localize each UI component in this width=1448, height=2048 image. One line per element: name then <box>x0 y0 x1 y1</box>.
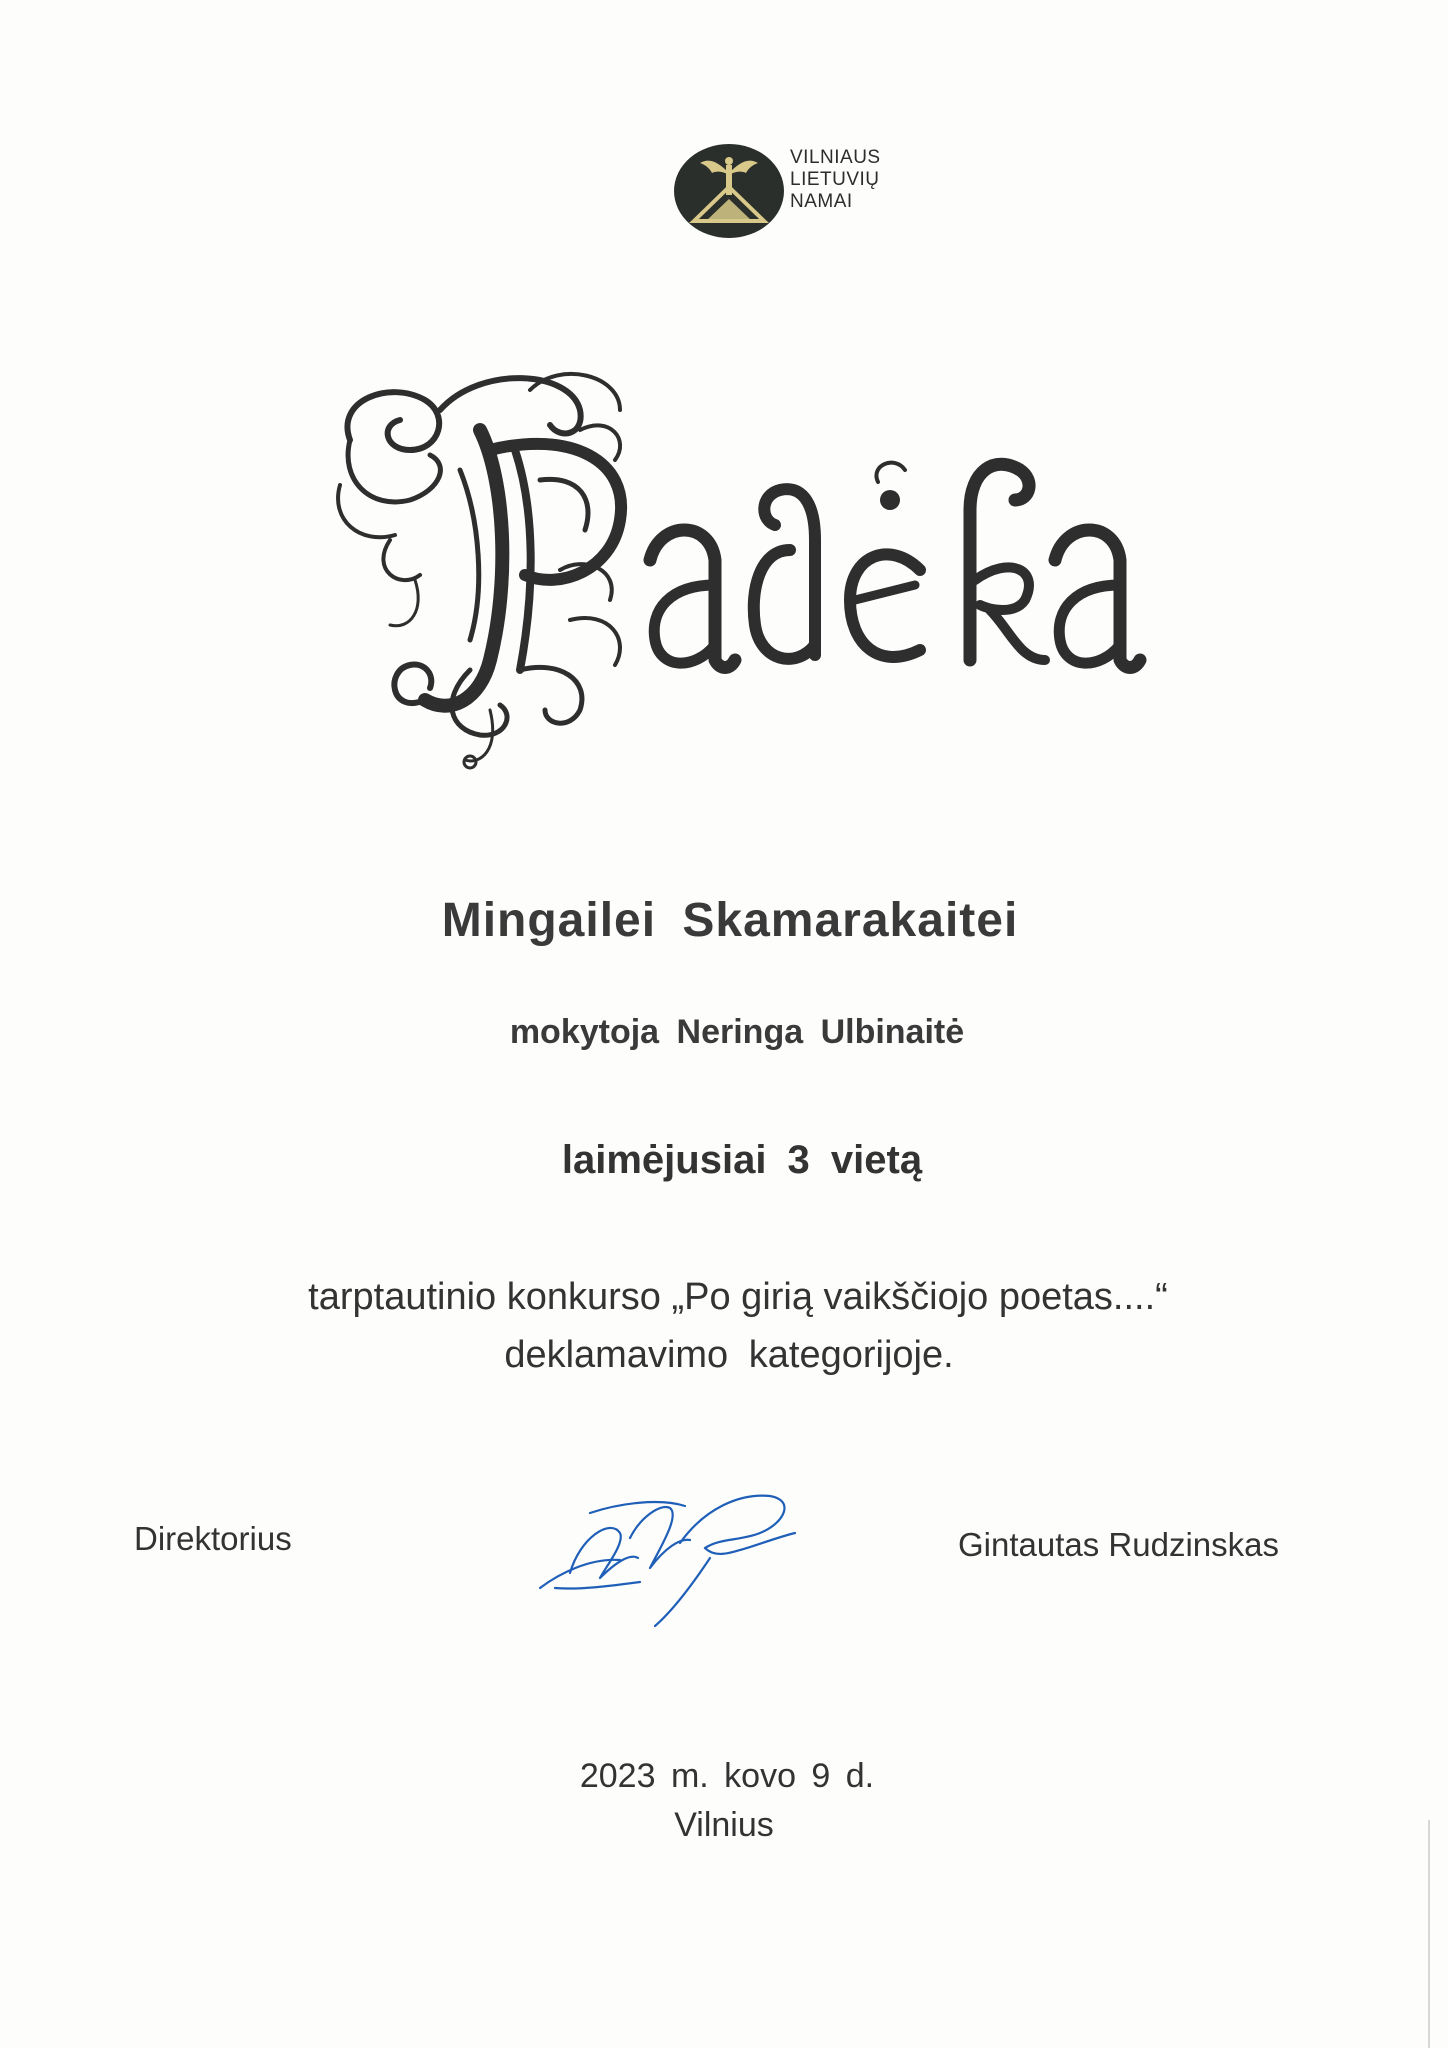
logo-line-2: LIETUVIŲ <box>790 169 880 190</box>
handwritten-signature <box>530 1478 810 1638</box>
signatory-title: Direktorius <box>134 1520 292 1557</box>
organization-logo <box>672 143 904 239</box>
teacher-name: mokytoja Neringa Ulbinaitė <box>509 1013 965 1051</box>
vln-emblem-icon <box>672 143 786 239</box>
ornamental-blackletter-title <box>330 370 1150 770</box>
recipient-name: Mingailei Skamarakaitei <box>441 894 1019 947</box>
contest-line-2: deklamavimo kategorijoje. <box>504 1334 954 1376</box>
contest-line-1: tarptautinio konkurso „Po girią vaikščiojo poetas....“ <box>308 1276 1168 1318</box>
scan-edge-shadow <box>1428 1820 1430 2048</box>
logo-line-1: VILNIAUS <box>790 147 881 168</box>
logo-line-3: NAMAI <box>790 191 853 212</box>
issue-city: Vilnius <box>674 1806 774 1844</box>
issue-date: 2023 m. kovo 9 d. <box>579 1757 875 1795</box>
award-text: laimėjusiai 3 vietą <box>561 1138 923 1182</box>
signatory-name: Gintautas Rudzinskas <box>958 1526 1279 1563</box>
logo-text <box>790 147 881 213</box>
